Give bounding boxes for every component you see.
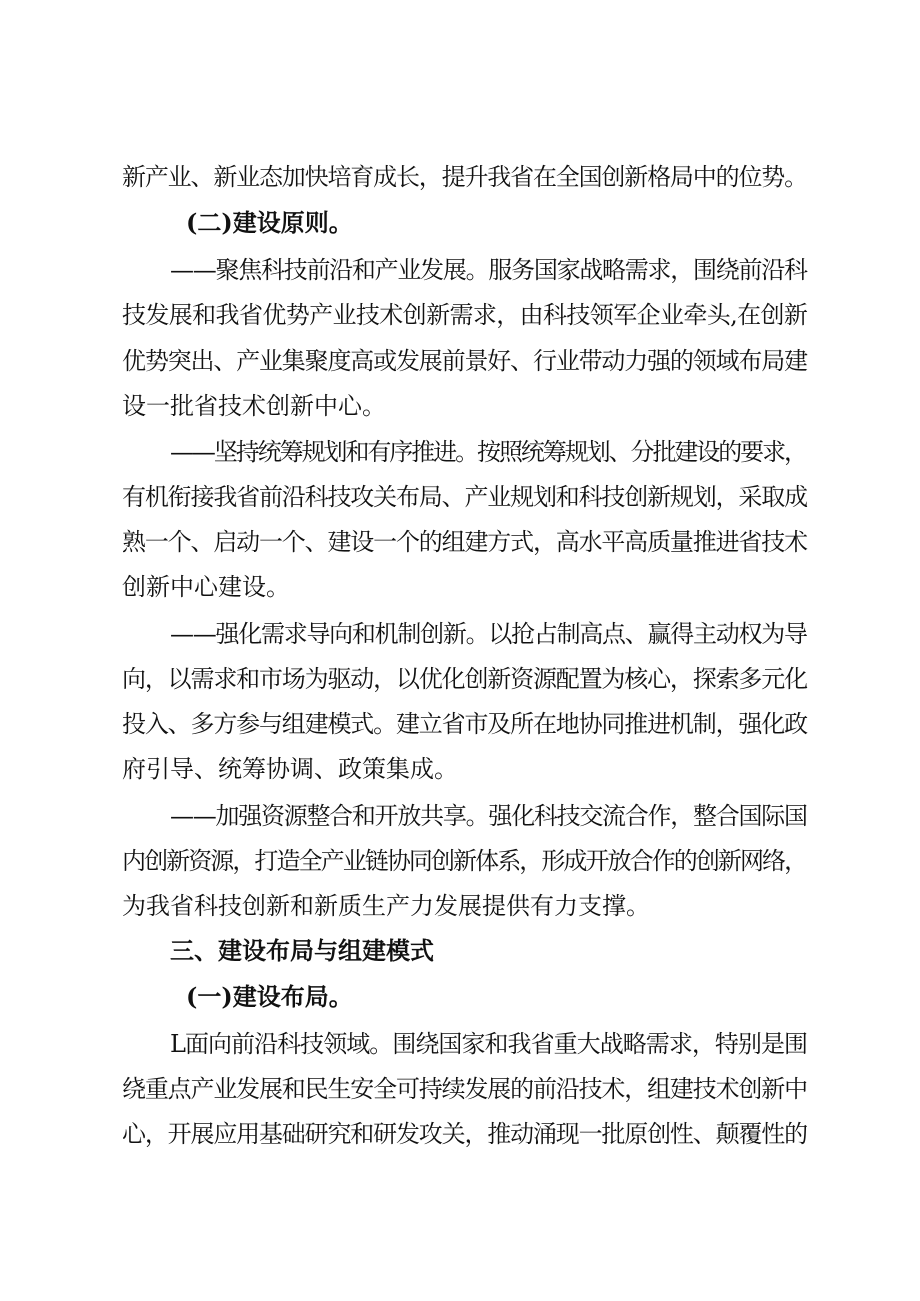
paragraph-line xyxy=(0,841,920,881)
heading-text: 三、建设布局与组建模式 xyxy=(170,936,434,965)
paragraph-line xyxy=(0,295,920,335)
paragraph-line xyxy=(0,1024,920,1064)
line-text: 投入、多方参与组建模式。建立省市及所在地协同推进机制，强化政 xyxy=(122,710,807,738)
line-text: ——加强资源整合和开放共享。强化科技交流合作，整合国际国 xyxy=(170,802,807,830)
heading-text: (二)建设原则。 xyxy=(186,208,353,237)
line-text: ——坚持统筹规划和有序推进。按照统筹规划、分批建设的要求， xyxy=(170,438,806,466)
line-text: 技发展和我省优势产业技术创新需求，由科技领军企业牵头,在创新 xyxy=(122,301,808,329)
line-text: 府引导、统筹协调、政策集成。 xyxy=(122,755,458,783)
paragraph-line xyxy=(0,796,920,836)
heading-text: (一)建设布局。 xyxy=(186,982,353,1011)
line-text: 内创新资源，打造全产业链协同创新体系，形成开放合作的创新网络， xyxy=(122,847,807,875)
paragraph-line xyxy=(0,886,920,926)
line-text: 优势突出、产业集聚度高或发展前景好、行业带动力强的领域布局建 xyxy=(122,347,807,375)
line-text: ——强化需求导向和机制创新。以抢占制高点、赢得主动权为导 xyxy=(170,620,807,648)
paragraph-line xyxy=(0,749,920,789)
paragraph-line xyxy=(0,386,920,426)
line-text: 向，以需求和市场为驱动，以优化创新资源配置为核心，探索多元化 xyxy=(122,665,807,693)
section-heading-principles xyxy=(0,203,920,243)
line-text: L面向前沿科技领域。围绕国家和我省重大战略需求，特别是围 xyxy=(170,1030,808,1058)
paragraph-line xyxy=(0,341,920,381)
paragraph-line xyxy=(0,250,920,290)
paragraph-line xyxy=(0,522,920,562)
paragraph-line xyxy=(0,614,920,654)
subsection-heading-layout xyxy=(0,977,920,1017)
section-heading-layout-and-mode xyxy=(0,931,920,971)
paragraph-line xyxy=(0,1114,920,1154)
line-text: 有机衔接我省前沿科技攻关布局、产业规划和科技创新规划，采取成 xyxy=(122,483,807,511)
line-text: 设一批省技术创新中心。 xyxy=(122,392,386,420)
line-text: 新产业、新业态加快培育成长，提升我省在全国创新格局中的位势。 xyxy=(122,163,807,191)
line-text: 熟一个、启动一个、建设一个的组建方式，高水平高质量推进省技术 xyxy=(122,528,807,556)
paragraph-line xyxy=(0,704,920,744)
paragraph-line xyxy=(0,477,920,517)
paragraph-line xyxy=(0,432,920,472)
line-text: ——聚焦科技前沿和产业发展。服务国家战略需求，围绕前沿科 xyxy=(170,256,807,284)
paragraph-line xyxy=(0,157,920,197)
line-text: 心，开展应用基础研究和研发攻关，推动涌现一批原创性、颠覆性的 xyxy=(122,1120,807,1148)
line-text: 为我省科技创新和新质生产力发展提供有力支撑。 xyxy=(122,892,650,920)
line-text: 创新中心建设。 xyxy=(122,573,290,601)
line-text: 绕重点产业发展和民生安全可持续发展的前沿技术，组建技术创新中 xyxy=(122,1075,807,1103)
paragraph-line xyxy=(0,567,920,607)
paragraph-line xyxy=(0,1069,920,1109)
paragraph-line xyxy=(0,659,920,699)
